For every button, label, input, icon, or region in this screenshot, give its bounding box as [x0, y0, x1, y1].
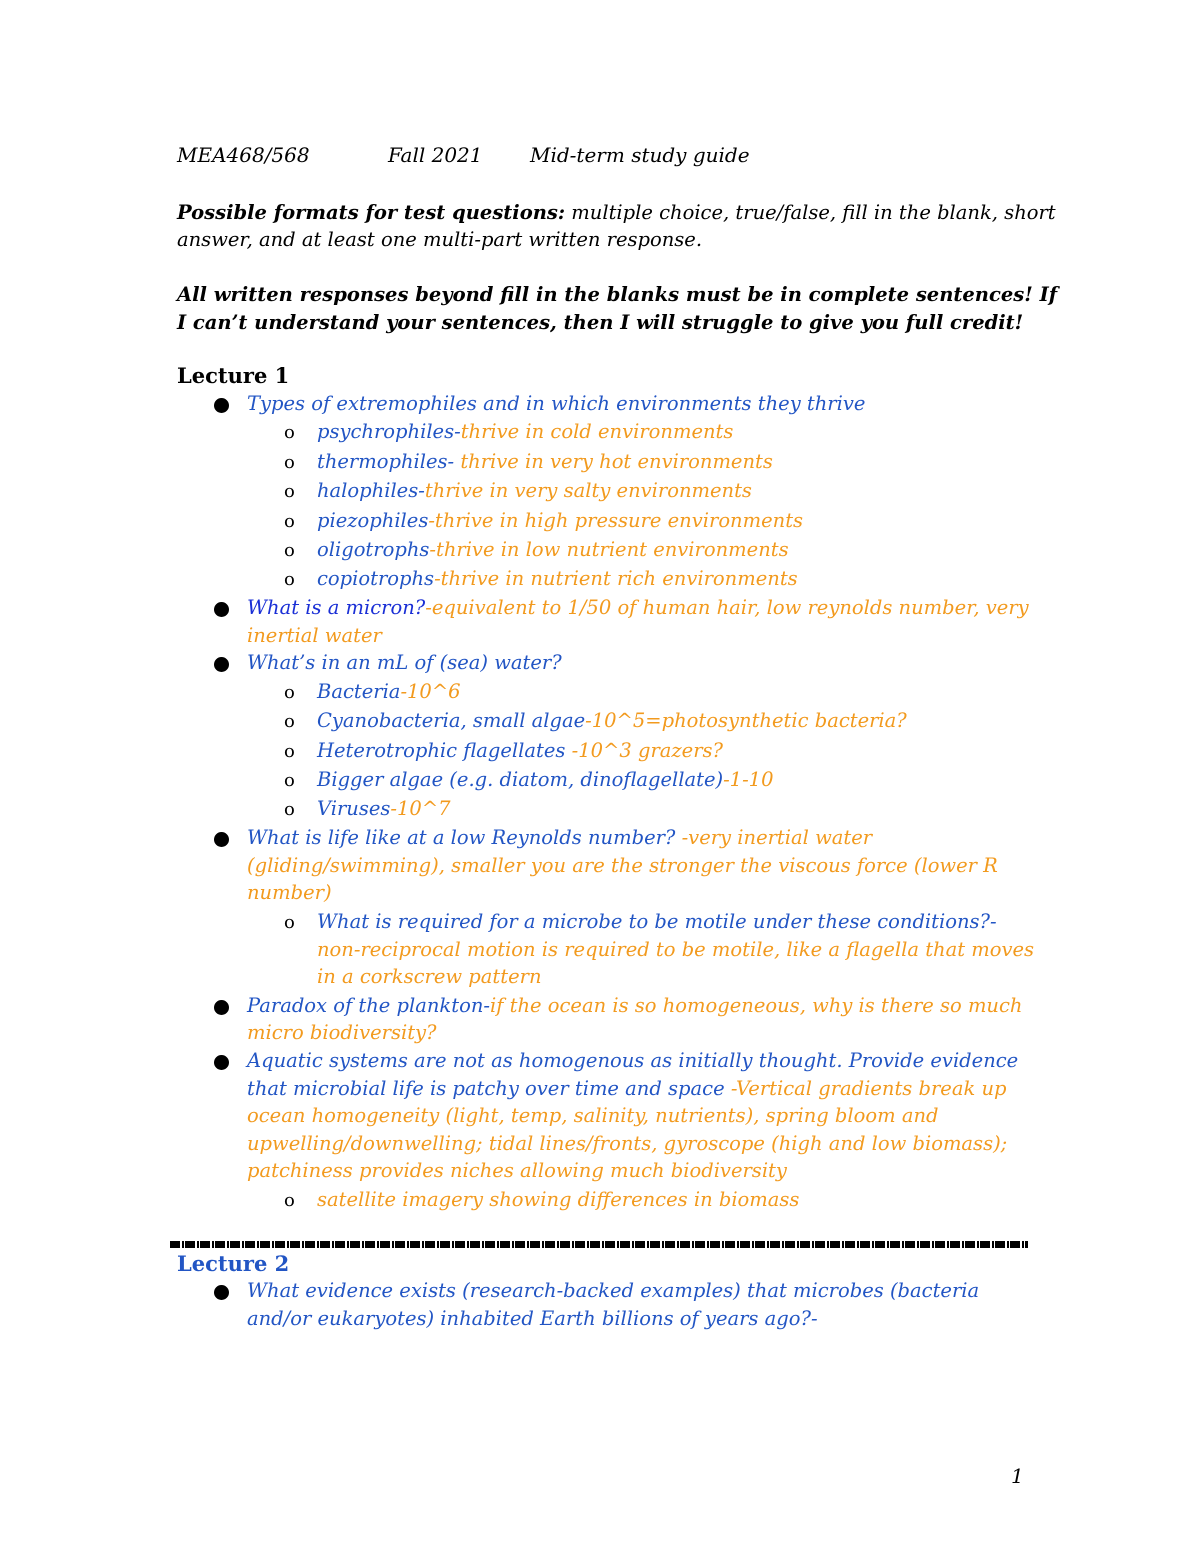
l1-q6-sub: satellite imagery showing differences in biomass — [317, 1188, 800, 1211]
l1-q4-answer-3: number) — [247, 881, 332, 904]
list-item: piezophiles-thrive in high pressure environments — [317, 509, 804, 532]
lecture-1-heading: Lecture 1 — [177, 363, 290, 388]
l1-q2: What is a micron?-equivalent to 1/50 of human hair, low reynolds number, very — [247, 596, 1029, 619]
list-item: halophiles-thrive in very salty environments — [317, 479, 752, 502]
list-item: Bacteria-10^6 — [317, 680, 461, 703]
l1-q5: Paradox of the plankton-if the ocean is so homogeneous, why is there so much — [247, 994, 1023, 1017]
sub-bullet-icon: o — [284, 452, 295, 473]
sub-bullet-icon: o — [284, 540, 295, 561]
l1-q4-sub-answer-2: in a corkscrew pattern — [317, 965, 542, 988]
bullet-icon — [214, 1000, 229, 1015]
sub-bullet-icon: o — [284, 422, 295, 443]
sub-bullet-icon: o — [284, 481, 295, 502]
sub-bullet-icon: o — [284, 511, 295, 532]
list-item: thermophiles- thrive in very hot environments — [317, 450, 773, 473]
formats-text-1: multiple choice, true/false, fill in the blank, short — [565, 201, 1056, 224]
sub-bullet-icon: o — [284, 799, 295, 820]
l2-q1-line-1: What evidence exists (research-backed examples) that microbes (bacteria — [247, 1279, 980, 1302]
bullet-icon — [214, 832, 229, 847]
list-item: Cyanobacteria, small algae-10^5=photosynthetic bacteria? — [317, 709, 907, 732]
sub-bullet-icon: o — [284, 569, 295, 590]
l1-q5-answer-2: micro biodiversity? — [247, 1021, 437, 1044]
l1-q6-line-2: that microbial life is patchy over time and space -Vertical gradients break up — [247, 1077, 1007, 1100]
bullet-icon — [214, 602, 229, 617]
l1-q6-answer-5: patchiness provides niches allowing much biodiversity — [247, 1159, 787, 1182]
bullet-icon — [214, 657, 229, 672]
l1-q4: What is life like at a low Reynolds number? -very inertial water — [247, 826, 873, 849]
warning-line-2: I can’t understand your sentences, then I will struggle to give you full credit! — [177, 311, 1024, 334]
formats-line-1 — [177, 199, 1056, 226]
l1-q4-answer-2: (gliding/swimming), smaller you are the stronger the viscous force (lower R — [247, 854, 998, 877]
bullet-icon — [214, 1055, 229, 1070]
bullet-icon — [214, 398, 229, 413]
formats-label: Possible formats for test questions: — [177, 201, 566, 224]
formats-line-2: answer, and at least one multi-part written response. — [177, 228, 703, 251]
page-number: 1 — [1011, 1464, 1024, 1488]
list-item: psychrophiles-thrive in cold environments — [317, 420, 734, 443]
document-title: Mid-term study guide — [530, 143, 750, 167]
list-item: Bigger algae (e.g. diatom, dinoflagellate)-1-10 — [317, 768, 774, 791]
l1-q1: Types of extremophiles and in which environments they thrive — [247, 392, 866, 415]
sub-bullet-icon: o — [284, 741, 295, 762]
list-item: copiotrophs-thrive in nutrient rich environments — [317, 567, 798, 590]
sub-bullet-icon: o — [284, 682, 295, 703]
list-item: Viruses-10^7 — [317, 797, 451, 820]
sub-bullet-icon: o — [284, 1190, 295, 1211]
sub-bullet-icon: o — [284, 770, 295, 791]
lecture-2-heading: Lecture 2 — [177, 1251, 290, 1276]
bullet-icon — [214, 1285, 229, 1300]
l1-q6-line-1: Aquatic systems are not as homogenous as initially thought. Provide evidence — [247, 1049, 1019, 1072]
section-divider — [170, 1241, 1028, 1248]
l1-q3: What’s in an mL of (sea) water? — [247, 651, 562, 674]
warning-line-1: All written responses beyond fill in the blanks must be in complete sentences! If — [177, 283, 1058, 306]
list-item: Heterotrophic flagellates -10^3 grazers? — [317, 739, 723, 762]
sub-bullet-icon: o — [284, 711, 295, 732]
l1-q2-answer-2: inertial water — [247, 624, 382, 647]
course-code: MEA468/568 — [177, 143, 310, 167]
l1-q4-sub-answer-1: non-reciprocal motion is required to be motile, like a flagella that moves — [317, 938, 1035, 961]
list-item: oligotrophs-thrive in low nutrient environments — [317, 538, 789, 561]
sub-bullet-icon: o — [284, 912, 295, 933]
l1-q4-sub: What is required for a microbe to be motile under these conditions?- — [317, 910, 997, 933]
l1-q6-answer-3: ocean homogeneity (light, temp, salinity, nutrients), spring bloom and — [247, 1104, 939, 1127]
l2-q1-line-2: and/or eukaryotes) inhabited Earth billions of years ago?- — [247, 1307, 818, 1330]
term: Fall 2021 — [388, 143, 483, 167]
l1-q6-answer-4: upwelling/downwelling; tidal lines/fronts, gyroscope (high and low biomass); — [247, 1132, 1008, 1155]
